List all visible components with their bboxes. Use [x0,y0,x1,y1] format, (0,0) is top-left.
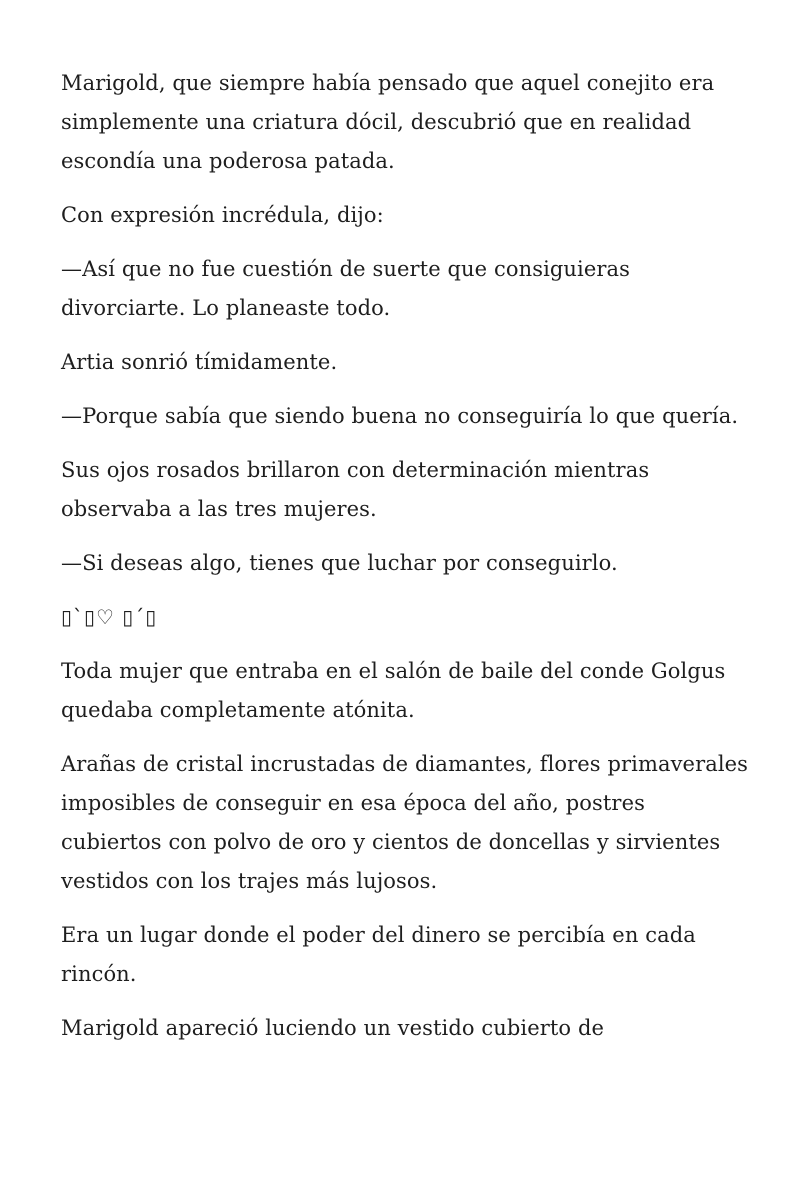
paragraph: —Así que no fue cuestión de suerte que consiguieras divorciarte. Lo planeaste todo. [61,257,631,320]
paragraph: Sus ojos rosados brillaron con determinación mientras observaba a las tres mujeres. [61,458,650,521]
paragraph: Marigold, que siempre había pensado que aquel conejito era simplemente una criatura dócil, descubrió que en realidad escondía una poderosa patada. [61,71,715,173]
scene-separator: ▯`▯♡ ▯´▯ [61,605,158,629]
paragraph: Toda mujer que entraba en el salón de baile del conde Golgus quedaba completamente atónita. [61,659,726,722]
paragraph: Artia sonrió tímidamente. [61,350,338,374]
paragraph: Con expresión incrédula, dijo: [61,203,384,227]
paragraph: Marigold apareció luciendo un vestido cubierto de [61,1016,605,1040]
paragraph: Arañas de cristal incrustadas de diamantes, flores primaverales imposibles de conseguir en esa época del año, postres cubiertos con polvo de oro y cientos de doncellas y sirvientes vestidos con los trajes más lujosos. [61,752,749,893]
paragraph: —Si deseas algo, tienes que luchar por conseguirlo. [61,551,618,575]
document-page [61,64,751,1063]
paragraph: Era un lugar donde el poder del dinero se percibía en cada rincón. [61,923,696,986]
paragraph: —Porque sabía que siendo buena no conseguiría lo que quería. [61,404,739,428]
